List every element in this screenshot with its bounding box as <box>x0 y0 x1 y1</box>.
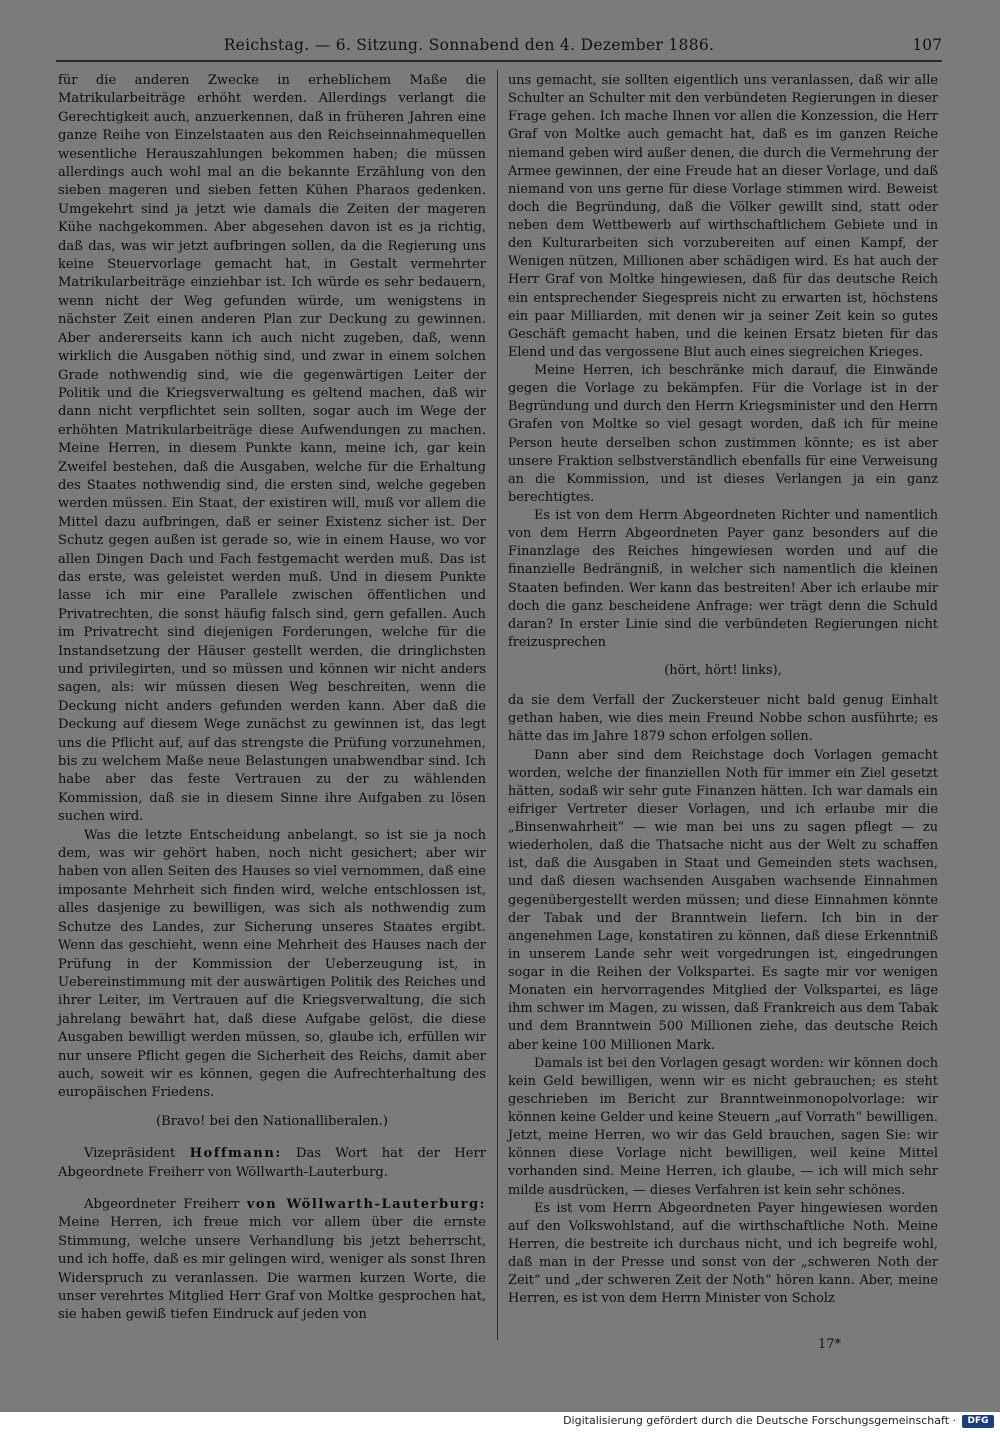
speaker-role: Vizepräsident <box>84 1146 176 1162</box>
paragraph: da sie dem Verfall der Zuckersteuer nicht bald genug Einhalt gethan haben, wie dies mein Freund Nobbe schon ausführte; es hätte das im Jahre 1879 schon erfolgen sollen. <box>508 693 938 745</box>
right-column <box>508 72 938 1308</box>
paragraph: Was die letzte Entscheidung anbelangt, so ist sie ja noch dem, was wir gehört haben, noch nicht gesichert; aber wir haben von allen Seiten des Hauses so viel vernommen, daß eine imposante Mehrheit sich finden wird, welche entschlossen ist, alles dasjenige zu bewilligen, was sich als nothwendig zum Schutze des Landes, zur Sicherung unseres Staates ergibt. Wenn das geschieht, wenn eine Mehrheit des Hauses nach der Prüfung in der Kommission der Ueberzeugung ist, in Uebereinstimmung mit der auswärtigen Politik des Reiches und ihrer Leiter, im Vertrauen auf die Kriegsverwaltung, die sich jahrelang bewährt hat, daß diese Aufgabe gelöst, die diese Ausgaben bewilligt werden müssen, so, glaube ich, erfüllen wir nur unsere Pflicht gegen die Sicherheit des Reichs, damit aber auch, soweit wir es können, gegen die Aufrechterhaltung des europäischen Friedens. <box>58 827 486 1101</box>
speech-opening <box>58 1196 486 1325</box>
signature-mark: 17* <box>818 1337 842 1352</box>
funding-notice: Digitalisierung gefördert durch die Deutsche Forschungsgemeinschaft · <box>563 1414 956 1427</box>
page-header <box>56 34 942 62</box>
paragraph: uns gemacht, sie sollten eigentlich uns veranlassen, daß wir alle Schulter an Schulter mit den verbündeten Regierungen in dieser Frage gehen. Ich mache Ihnen vor allen die Konzession, die Herr Graf von Moltke auch gemacht hat, daß es im ganzen Reiche niemand geben wird außer denen, die durch die Vermehrung der Armee gewinnen, der eine Freude hat an dieser Vorlage, und daß niemand von uns gerne für diese Vorlage stimmen wird. Beweist doch die Begründung, daß die Völker gewillt sind, statt oder neben dem Wettbewerb auf wirthschaftlichem Gebiete und in den Kulturarbeiten sich vorzubereiten auf einen Kampf, der Wenigen nützen, Millionen aber schädigen wird. Es hat auch der Herr Graf von Moltke hingewiesen, daß für das deutsche Reich ein entsprechender Siegespreis nicht zu erwarten ist, höchstens ein paar Milliarden, mit denen wir ja seiner Zeit kein so gutes Geschäft gemacht haben, und die keinen Ersatz bieten für das Elend und das vergossene Blut auch eines siegreichen Krieges. <box>508 73 938 360</box>
dfg-logo-icon: DFG <box>962 1415 994 1428</box>
paragraph: Meine Herren, ich beschränke mich darauf, die Einwände gegen die Vorlage zu bekämpfen. Für die Vorlage ist in der Begründung und durch den Herrn Kriegsminister und den Herrn Grafen von Moltke so viel gesagt worden, daß ich für meine Person heute derselben schon zustimmen könnte; es ist aber unsere Fraktion selbstverständlich ebenfalls für eine Verweisung an die Kommission, und ist dieses Verlangen ja ein ganz berechtigtes. <box>508 363 938 505</box>
page-number: 107 <box>912 36 942 54</box>
paragraph: Damals ist bei den Vorlagen gesagt worden: wir können doch kein Geld bewilligen, wenn wir es nicht gebrauchen; es steht geschrieben im Bericht zur Branntweinmonopolvorlage: wir können keine Gelder und keine Steuern „auf Vorrath“ bewilligen. Jetzt, meine Herren, wo wir das Geld brauchen, sagen Sie: wir können diese Vorlage nicht bewilligen, weil keine Mittel vorhanden sind. Meine Herren, ich glaube, — ich will mich sehr milde ausdrücken, — dieses Verfahren ist kein sehr schönes. <box>508 1055 938 1198</box>
column-divider <box>497 70 498 1340</box>
vice-president-statement <box>58 1145 486 1182</box>
running-title: Reichstag. — 6. Sitzung. Sonnabend den 4. Dezember 1886. <box>223 36 715 54</box>
paragraph: Es ist vom Herrn Abgeordneten Payer hingewiesen worden auf den Volkswohlstand, auf die wirthschaftliche Noth. Meine Herren, die bestreite ich durchaus nicht, und ich begreife wohl, daß man in der Presse und sonst von der „schweren Noth der Zeit“ und „der schweren Zeit der Noth“ hören kann. Aber, meine Herren, es ist von dem Herrn Minister von Scholz <box>508 1200 938 1307</box>
speaker-name: Hoffmann: <box>189 1146 282 1162</box>
speech-text: Meine Herren, ich freue mich vor allem über die ernste Stimmung, welche unsere Verhandlung bis jetzt beherrscht, und ich hoffe, daß es mir gelingen wird, weniger als sonst Ihren Widerspruch zu veranlassen. Die warmen kurzen Worte, die unser verehrtes Mitglied Herr Graf von Moltke gesprochen hat, sie haben gewiß tiefen Eindruck auf jeden von <box>58 1215 486 1323</box>
speaker-role: Abgeordneter Freiherr <box>84 1196 240 1212</box>
reaction-note: (Bravo! bei den Nationalliberalen.) <box>156 1113 388 1129</box>
statement-text: Das Wort hat der Herr Abgeordnete Freiherr von Wöllwarth-Lauterburg. <box>58 1146 486 1180</box>
left-column <box>58 72 486 1325</box>
speaker-name: von Wöllwarth-Lauterburg: <box>246 1196 487 1212</box>
paragraph: für die anderen Zwecke in erheblichem Maße die Matrikularbeiträge erhöht werden. Allerdings verlangt die Gerechtigkeit auch, anzuerkennen, daß in früheren Jahren eine ganze Reihe von Einzelstaaten aus den Reichseinnahmequellen wesentliche Herauszahlungen bekommen haben; die müssen allerdings auch wohl mal an die bekannte Erzählung von den sieben mageren und sieben fetten Kühen Pharaos gedenken. Umgekehrt sind ja jetzt wie damals die Zeiten der mageren Kühe nachgekommen. Aber abgesehen davon ist es ja richtig, daß das, was wir jetzt aufbringen sollen, da die Regierung uns keine Steuervorlage gemacht hat, in Gestalt vermehrter Matrikularbeiträge einziehbar ist. Ich würde es sehr bedauern, wenn nicht der Weg gefunden würde, um wenigstens in nächster Zeit einen anderen Plan zur Deckung zu gewinnen. Aber andererseits kann ich auch nicht zugeben, daß, wenn wirklich die Ausgaben nöthig sind, und zwar in einem solchen Grade nothwendig sind, wie die gegenwärtigen Leiter der Politik und die Kriegsverwaltung es geltend machen, daß wir dann nicht verpflichtet sein sollten, sogar auch im Wege der erhöhten Matrikularbeiträge diese Aufwendungen zu machen. Meine Herren, in diesem Punkte kann, meine ich, gar kein Zweifel bestehen, daß die Ausgaben, welche für die Erhaltung des Staates nothwendig sind, die ersten sind, welche gegeben werden müssen. Ein Staat, der existiren will, muß vor allem die Mittel dazu aufbringen, daß er seiner Existenz sicher ist. Der Schutz gegen außen ist gerade so, wie in einem Hause, wo vor allen Dingen Dach und Fach festgemacht werden muß. Das ist das erste, was geleistet werden muß. Und in diesem Punkte lasse ich mir eine Parallele zwischen öffentlichen und Privatrechten, die sonst häufig falsch sind, gern gefallen. Auch im Privatrecht sind diejenigen Forderungen, welche für die Instandsetzung der Häuser gestellt werden, die dringlichsten und privilegirten, und so müssen und können wir nicht anders sagen, als: wir müssen diesen Weg beschreiten, wenn die Deckung nicht anders gefunden werden kann. Aber daß die Deckung auf diesem Wege zunächst zu gewinnen ist, das legt uns die Pflicht auf, auf das strengste die Prüfung vorzunehmen, bis zu welchem Maße neue Belastungen unabwendbar sind. Ich habe aber das feste Vertrauen zu der zu wählenden Kommission, daß sie in diesem Sinne ihre Aufgaben zu lösen suchen wird. <box>58 73 486 825</box>
paragraph: Es ist von dem Herrn Abgeordneten Richter und namentlich von dem Herrn Abgeordneten Payer ganz besonders auf die Finanzlage des Reiches hingewiesen worden und auf die finanzielle Bedrängniß, in welcher sich namentlich die kleinen Staaten befinden. Wer kann das bestreiten! Aber ich erlaube mir doch die ganz bescheidene Anfrage: wer trägt denn die Schuld daran? In erster Linie sind die verbündeten Regierungen nicht freizusprechen <box>508 508 938 650</box>
paragraph: Dann aber sind dem Reichstage doch Vorlagen gemacht worden, welche der finanziellen Noth für immer ein Ziel gesetzt hätten, sodaß wir sehr gute Finanzen hätten. Ich war damals ein eifriger Vertreter dieser Vorlagen, und ich erlaube mir die „Binsenwahrheit“ — wie man bei uns zu sagen pflegt — zu wiederholen, daß die Thatsache nicht aus der Welt zu schaffen ist, daß die Ausgaben in Staat und Gemeinden stets wachsen, und daß diesen wachsenden Ausgaben wachsende Einnahmen gegenübergestellt werden müssen; und diese Einnahmen könnte der Tabak und der Branntwein liefern. Ich bin in der angenehmen Lage, konstatiren zu können, daß diese Erkenntniß in unserem Lande sehr weit vorgedrungen ist, eingedrungen sogar in die Reihen der Volkspartei. Es sagte mir vor wenigen Monaten ein hervorragendes Mitglied der Volkspartei, es läge ihm schwer im Magen, zu wissen, daß Frankreich aus dem Tabak und dem Branntwein 500 Millionen ziehe, das deutsche Reich aber keine 100 Millionen Mark. <box>508 747 938 1053</box>
reaction-note: (hört, hört! links), <box>664 663 782 678</box>
footer-bar <box>0 1412 1000 1432</box>
